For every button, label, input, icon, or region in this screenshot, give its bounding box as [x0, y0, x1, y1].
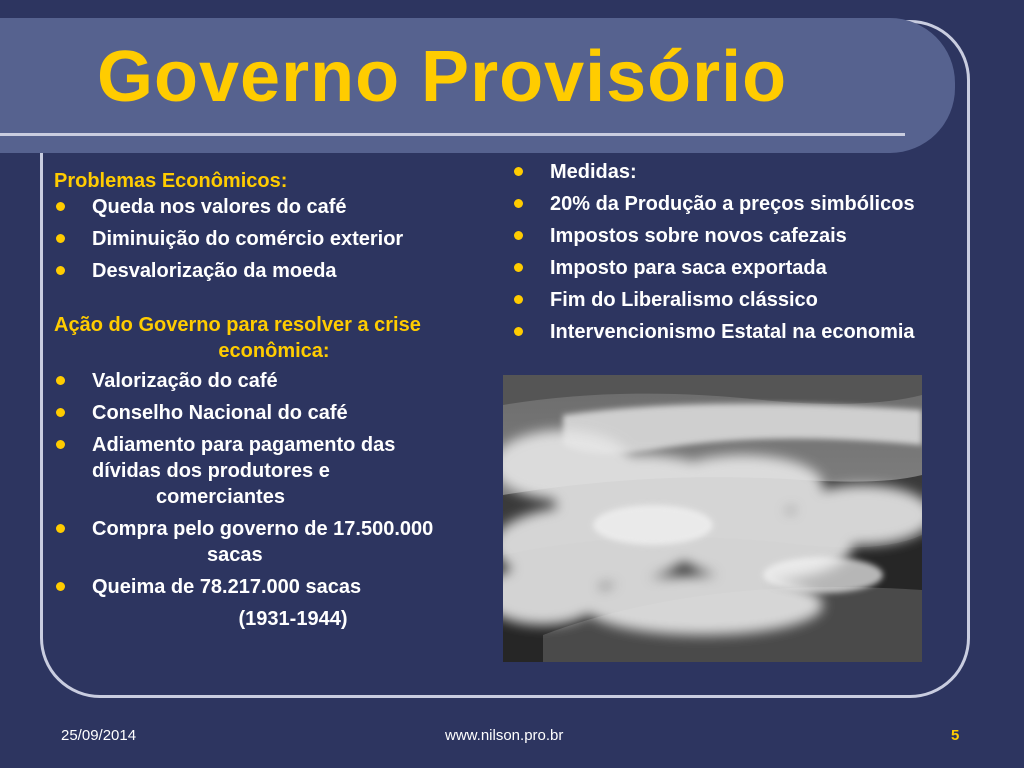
- spacer: [54, 290, 494, 312]
- burning-coffee-photo: [503, 375, 922, 662]
- actions-heading: [54, 312, 494, 364]
- item-line: sacas: [207, 544, 263, 566]
- actions-heading-line1: Ação do Governo para resolver a crise: [54, 314, 421, 336]
- list-item: Queima de 78.217.000 sacas: [54, 574, 494, 600]
- item-line: comerciantes: [156, 486, 285, 508]
- left-column: [54, 168, 494, 632]
- footer-date: 25/09/2014: [61, 727, 137, 744]
- list-item: Valorização do café: [54, 368, 494, 394]
- actions-list: [54, 368, 494, 600]
- list-item: Desvalorização da moeda: [54, 258, 494, 284]
- list-item: [54, 432, 494, 510]
- list-item: Medidas:: [512, 159, 982, 185]
- list-item: Intervencionismo Estatal na economia: [512, 319, 982, 345]
- item-line: dívidas dos produtores e: [92, 460, 330, 482]
- right-column: [512, 159, 982, 351]
- page-number: 5: [951, 727, 960, 744]
- list-item: Fim do Liberalismo clássico: [512, 287, 982, 313]
- item-line: Adiamento para pagamento das: [92, 434, 396, 456]
- period-label: (1931-1944): [238, 608, 348, 630]
- problems-heading: Problemas Econômicos:: [54, 170, 288, 192]
- list-item: Diminuição do comércio exterior: [54, 226, 494, 252]
- list-item: Imposto para saca exportada: [512, 255, 982, 281]
- footer-site: www.nilson.pro.br: [445, 727, 564, 744]
- list-item: [54, 516, 494, 568]
- slide-title: Governo Provisório: [97, 37, 788, 117]
- title-divider: [0, 133, 905, 136]
- list-item: Impostos sobre novos cafezais: [512, 223, 982, 249]
- item-line: Compra pelo governo de 17.500.000: [92, 518, 434, 540]
- list-item: Conselho Nacional do café: [54, 400, 494, 426]
- problems-list: [54, 194, 494, 284]
- measures-list: [512, 159, 982, 345]
- photo-image: [503, 375, 922, 662]
- actions-heading-line2: econômica:: [218, 340, 330, 362]
- list-item: 20% da Produção a preços simbólicos: [512, 191, 982, 217]
- list-item: Queda nos valores do café: [54, 194, 494, 220]
